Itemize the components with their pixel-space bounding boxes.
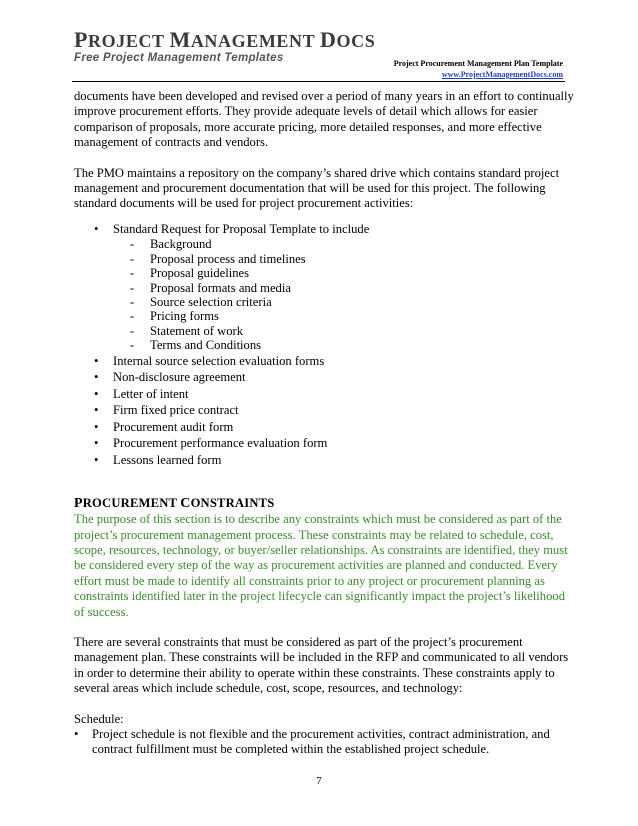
documents-list [74,221,574,468]
list-item: • Lessons learned form [94,452,222,467]
header-info [394,58,563,80]
sub-list-item: - Pricing forms [130,309,219,324]
schedule-label: Schedule: [74,711,124,726]
dash-icon: - [130,266,135,281]
paragraph-intro: documents have been developed and revised over a period of many years in an effort to continually improve procurement efforts. They provide adequate levels of detail which allows for easier comparison of proposals, more accurate pricing, more detailed responses, and more effective management of contracts and vendors. [74,89,574,150]
rfp-sublist [113,237,574,352]
sub-list-item: - Background [130,237,212,252]
paragraph-pmo: The PMO maintains a repository on the company’s shared drive which contains standard project management and procurement documentation that will be used for this project. The following standard documents will be used for project procurement activities: [74,165,560,211]
header-url-link[interactable]: www.ProjectManagementDocs.com [441,70,563,79]
bullet-icon: • [94,436,99,451]
logo [74,27,376,65]
list-item: • Procurement performance evaluation form [94,436,328,451]
list-item: • Firm fixed price contract [94,403,239,418]
dash-icon: - [130,280,135,295]
list-item: • Procurement audit form [94,419,234,434]
bullet-icon: • [94,403,99,418]
list-item: • Non-disclosure agreement [94,370,246,385]
page-number: 7 [316,775,322,787]
sub-list-item: - Proposal process and timelines [130,251,306,266]
logo-title: PROJECT MANAGEMENT DOCS [74,27,376,52]
list-item: • Letter of intent [94,386,189,401]
dash-icon: - [130,251,135,266]
list-item: • Standard Request for Proposal Template to include - Background - Proposal process and timelines - Proposal guidelines - Proposal formats and media - Source selection criteria - Pricing forms - Statement of work - Terms and Conditions [74,221,574,353]
logo-subtitle: Free Project Management Templates [74,52,284,64]
bullet-icon: • [94,419,99,434]
sub-list-item: - Statement of work [130,323,244,338]
dash-icon: - [130,338,135,353]
sub-list-item: - Proposal guidelines [130,266,249,281]
sub-list-item: - Terms and Conditions [130,338,262,353]
section-heading-procurement-constraints: PROCUREMENT CONSTRAINTS [74,496,275,512]
bullet-icon: • [94,221,99,236]
section-guidance-text: The purpose of this section is to describe any constraints which must be considered as part of the project’s procurement management process. These constraints may be related to schedule, cost, scope, resources, technology, or buyer/seller relationships. As constraints are identified, they must be considered every step of the way as procurement activities are planned and conducted. Every effort must be made to identify all constraints prior to any project or procurement planning as constraints identified later in the project lifecycle can significantly impact the project’s likelihood of success. [74,512,568,619]
page-content [74,89,574,758]
dash-icon: - [130,323,135,338]
dash-icon: - [130,294,135,309]
bullet-icon: • [94,353,99,368]
paragraph-constraints: There are several constraints that must be considered as part of the project’s procurement management plan. These constraints will be included in the RFP and communicated to all vendors in order to determine their ability to operate within these constraints. These constraints apply to several areas which include schedule, cost, scope, resources, and technology: [74,634,569,696]
dash-icon: - [130,237,135,252]
dash-icon: - [130,309,135,324]
sub-list-item: - Source selection criteria [130,294,272,309]
list-item: • Internal source selection evaluation forms [94,353,325,368]
bullet-icon: • [94,452,99,467]
list-item: • Project schedule is not flexible and the procurement activities, contract administration, and contract fulfillment must be completed within the established project schedule. [74,726,550,757]
doc-title: Project Procurement Management Plan Template [393,59,563,68]
schedule-list [74,727,574,758]
sub-list-item: - Proposal formats and media [130,280,291,295]
bullet-icon: • [94,370,99,385]
bullet-icon: • [94,386,99,401]
header-divider [72,81,565,82]
bullet-icon: • [74,726,79,741]
